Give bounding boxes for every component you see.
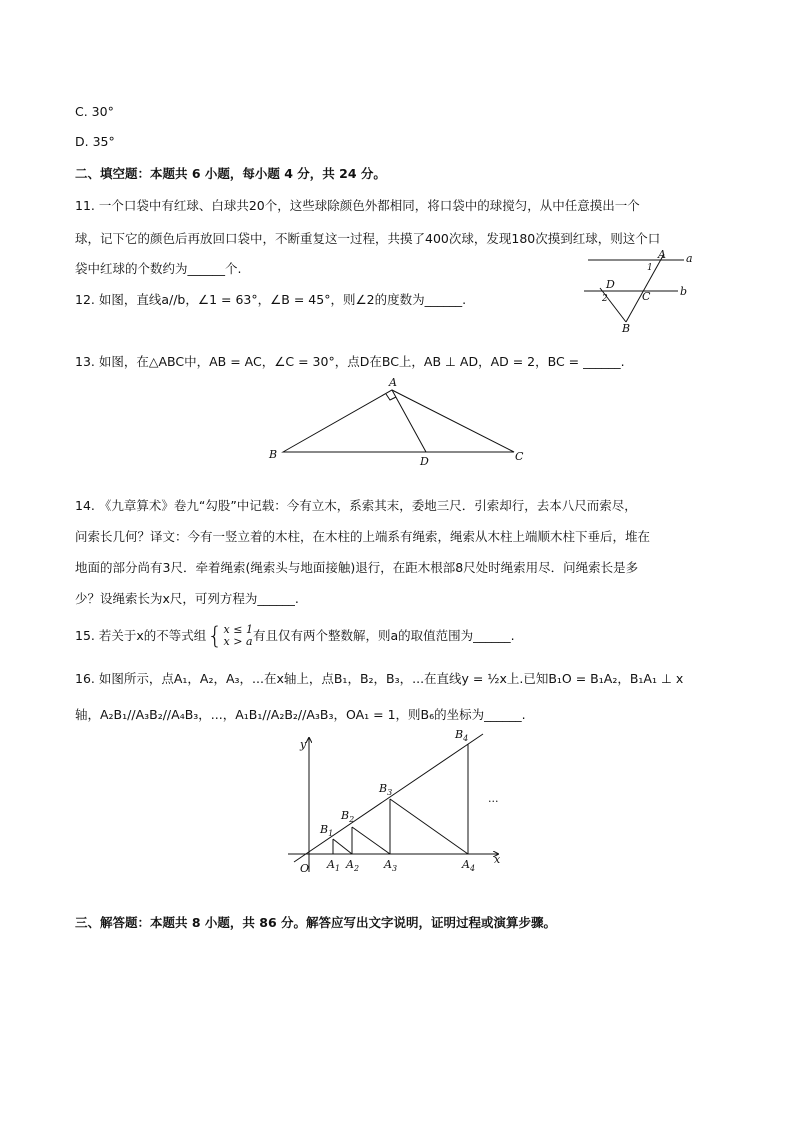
q13-label-B: B: [269, 448, 278, 461]
q13-figure: [262, 372, 534, 468]
q12-label-b: b: [680, 285, 688, 298]
q14-line2: 问索长几何？译文：今有一竖立着的木柱，在木柱的上端系有绳索，绳索从木柱上端顺木柱下垂后，堆在: [75, 529, 651, 544]
q16-axis-y: y: [300, 738, 307, 751]
q13-label-D: D: [420, 455, 429, 468]
q15-system: [224, 624, 253, 648]
q16-B3: $B_3$: [379, 782, 393, 797]
q12-figure: [580, 248, 700, 334]
q16-figure: [280, 724, 510, 876]
q16-A1: $A_1$: [327, 858, 341, 873]
q15-ineq1: x ≤ 1: [223, 623, 253, 636]
q15-ineq2: x > a: [223, 635, 253, 648]
q12-label-C: C: [642, 290, 651, 303]
option-d: D. 35°: [75, 134, 115, 149]
q12-label-D: D: [606, 278, 615, 291]
q16-A3: $A_3$: [384, 858, 398, 873]
q12-text: 12. 如图，直线a//b，∠1 = 63°，∠B = 45°，则∠2的度数为______.: [75, 292, 467, 307]
q12-angle-1: 1: [647, 263, 653, 273]
q13-text: 13. 如图，在△ABC中，AB = AC，∠C = 30°，点D在BC上，AB ⊥ AD，AD = 2，BC = ______.: [75, 354, 625, 369]
q16-ellipsis: ...: [488, 792, 499, 805]
q16-line2: 轴，A₂B₁//A₃B₂//A₄B₃，...，A₁B₁//A₂B₂//A₃B₃，OA₁ = 1，则B₆的坐标为______.: [75, 707, 526, 722]
q14-line3: 地面的部分尚有3尺．牵着绳索(绳索头与地面接触)退行，在距木根部8尺处时绳索用尽．问绳索长是多: [75, 560, 639, 575]
q12-label-B: B: [622, 322, 631, 334]
q16-B1: $B_1$: [320, 823, 334, 838]
q14-line4: 少？设绳索长为x尺，可列方程为______.: [75, 591, 299, 606]
option-c: C. 30°: [75, 104, 114, 119]
q16-axis-x: x: [494, 853, 501, 866]
q16-B4: $B_4$: [455, 728, 469, 743]
q13-label-A: A: [389, 376, 397, 389]
q13-label-C: C: [515, 450, 524, 463]
q16-B2: $B_2$: [341, 809, 355, 824]
q16-line1: 16. 如图所示，点A₁，A₂，A₃，...在x轴上，点B₁，B₂，B₃，...在直线y = ½x上.已知B₁O = B₁A₂，B₁A₁ ⊥ x: [75, 671, 684, 686]
q16-origin: O: [300, 862, 310, 875]
section2-header: 二、填空题：本题共 6 小题，每小题 4 分，共 24 分。: [75, 166, 386, 181]
q11-line2: 球，记下它的颜色后再放回口袋中，不断重复这一过程，共摸了400次球，发现180次摸到红球，则这个口: [75, 231, 661, 246]
q16-A4: $A_4$: [462, 858, 476, 873]
q15-post: 有且仅有两个整数解，则a的取值范围为______.: [252, 628, 515, 643]
q11-line1: 11. 一个口袋中有红球、白球共20个，这些球除颜色外都相同，将口袋中的球搅匀，从中任意摸出一个: [75, 198, 640, 213]
q16-A2: $A_2$: [346, 858, 360, 873]
q11-line3: 袋中红球的个数约为______个.: [75, 261, 242, 276]
q12-label-a: a: [686, 252, 693, 265]
q15-line: [75, 624, 515, 648]
q15-pre: 15. 若关于x的不等式组: [75, 628, 207, 643]
section3-header: 三、解答题：本题共 8 小题，共 86 分。解答应写出文字说明，证明过程或演算步骤。: [75, 915, 557, 930]
q15-brace: {: [207, 622, 223, 650]
q12-label-A: A: [658, 248, 666, 261]
q14-line1: 14. 《九章算术》卷九“勾股”中记载：今有立木，系索其末，委地三尺．引索却行，去本八尺而索尽，: [75, 498, 637, 513]
q12-angle-2: 2: [602, 294, 608, 304]
